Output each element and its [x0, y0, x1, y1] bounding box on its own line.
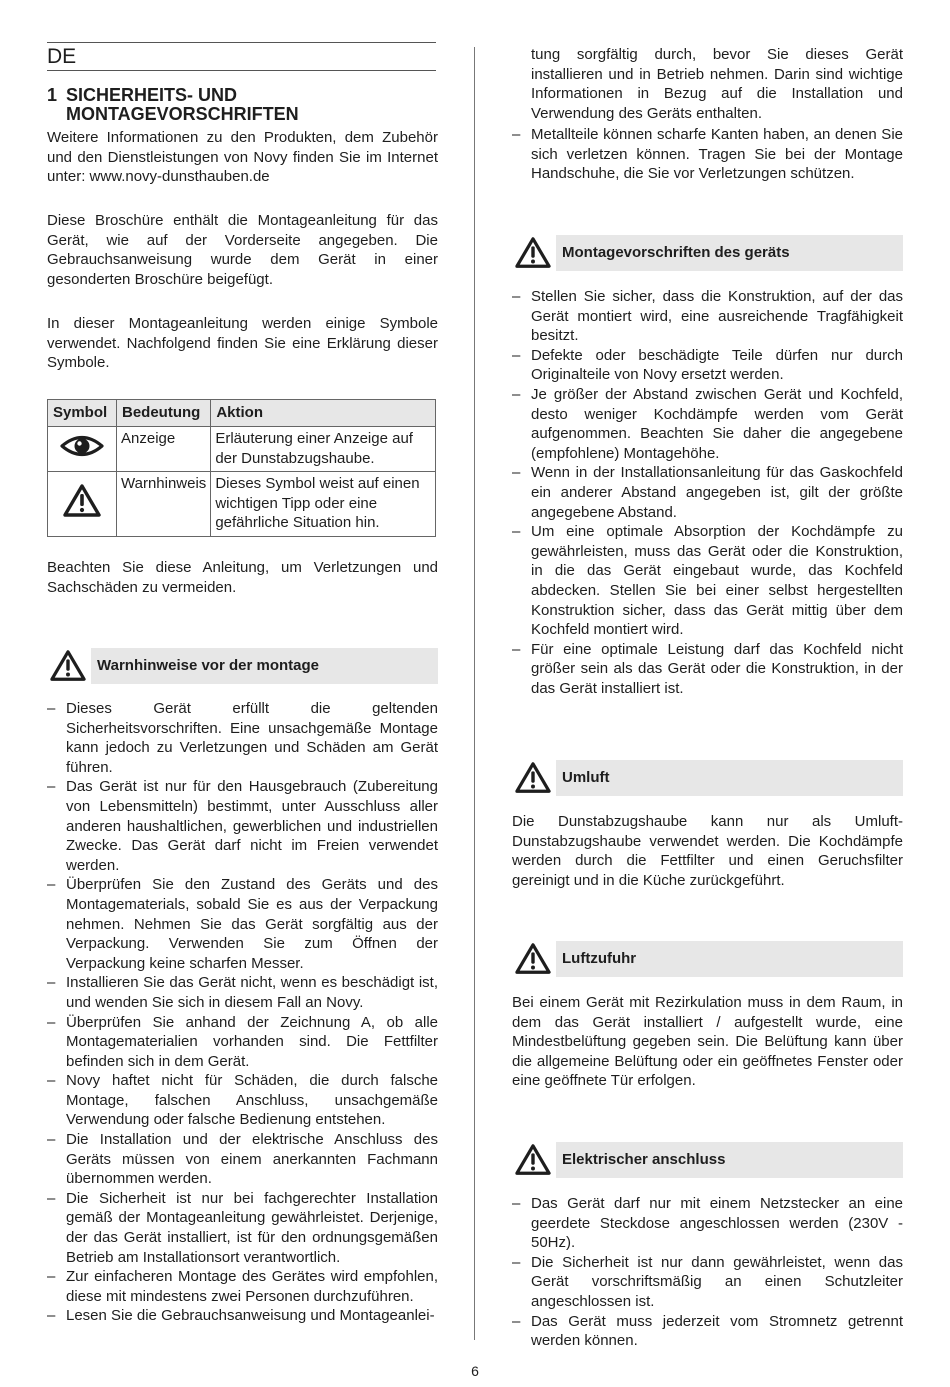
warning-triangle-icon — [62, 483, 102, 519]
table-row — [48, 427, 436, 472]
warning-bar-mounting-rules — [512, 235, 903, 271]
brochure-paragraph: Diese Broschüre enthält die Montageanleitung für das Gerät, wie auf der Vorderseite angegeben. Die Gebrauchsanweisung wurde dem Gerät in einer gesonderten Broschüre beigefügt. — [47, 212, 438, 288]
section-number: 1 — [47, 85, 58, 105]
list-item: – Das Gerät muss jederzeit vom Stromnetz getrennt werden können. — [512, 1312, 903, 1351]
list-item: – Das Gerät darf nur mit einem Netzstecker an eine geerdete Steckdose angeschlossen werden (230V - 50Hz). — [512, 1194, 903, 1253]
pre-installation-warning-list — [47, 699, 438, 1326]
air-supply-paragraph: Bei einem Gerät mit Rezirkulation muss in dem Raum, in dem das Gerät installiert / aufgestellt wurde, eine Mindestbelüftung gegeben sein. Die Belüftung kann über die allgemeine Belüftung oder ein geöffnetes Fenster oder eine geöffnete Tür erfolgen. — [512, 994, 903, 1090]
section-title-line-2: MONTAGEVORSCHRIFTEN — [66, 104, 299, 124]
list-item: – Die Sicherheit ist nur dann gewährleistet, wenn das Gerät vorschriftsmäßig an einen Schutzleiter angeschlossen ist. — [512, 1253, 903, 1312]
warning-bar-title: Warnhinweise vor der montage — [97, 657, 319, 674]
warning-triangle-icon — [514, 1143, 552, 1177]
warning-bar-recirculation — [512, 760, 903, 796]
warning-bar-air-supply — [512, 941, 903, 977]
mounting-rules-list — [512, 287, 903, 698]
warning-bar-pre-installation — [47, 648, 438, 684]
header-meaning: Bedeutung — [117, 400, 211, 427]
section-title-line-1: SICHERHEITS- UND — [66, 85, 238, 105]
warning-triangle-icon — [514, 942, 552, 976]
header-action: Aktion — [211, 400, 436, 427]
list-item: – Installieren Sie das Gerät nicht, wenn es beschädigt ist, und wenden Sie sich in diesem Fall an Novy. — [47, 973, 438, 1012]
symbol-table — [47, 399, 436, 537]
language-rule-top — [47, 42, 436, 43]
warning-bar-electrical — [512, 1142, 903, 1178]
warning-bar-title: Montagevorschriften des geräts — [562, 244, 790, 261]
warning-bar-title: Luftzufuhr — [562, 950, 637, 967]
symbol-cell — [48, 472, 117, 537]
list-item: – Novy haftet nicht für Schäden, die durch falsche Montage, falschen Anschluss, unsachgemäße Verwendung oder falsche Bedienung entstehen. — [47, 1071, 438, 1130]
recirculation-paragraph: Die Dunstabzugshaube kann nur als Umluft-Dunstabzugshaube verwendet werden. Die Kochdämpfe werden durch die Fettfilter und einen Geruchsfilter gereinigt und in die Küche zurückgeführt. — [512, 813, 903, 889]
warning-triangle-icon — [514, 236, 552, 270]
list-item: – Wenn in der Installationsanleitung für das Gaskochfeld ein anderer Abstand angegeben ist, gilt der größte angegebene Abstand. — [512, 463, 903, 522]
meaning-cell: Warnhinweis — [117, 472, 211, 537]
metal-parts-list — [512, 125, 903, 184]
follow-instructions-paragraph: Beachten Sie diese Anleitung, um Verletzungen und Sachschäden zu vermeiden. — [47, 559, 438, 596]
table-row — [48, 472, 436, 537]
list-item: – Für eine optimale Leistung darf das Kochfeld nicht größer sein als das Gerät oder die Konstruktion, in der das Gerät installiert ist. — [512, 640, 903, 699]
meaning-cell: Anzeige — [117, 427, 211, 472]
eye-icon — [59, 431, 105, 461]
list-item: – Stellen Sie sicher, dass die Konstruktion, auf der das Gerät montiert wird, eine ausreichende Tragfähigkeit besitzt. — [512, 287, 903, 346]
action-cell: Erläuterung einer Anzeige auf der Dunstabzugshaube. — [211, 427, 436, 472]
warning-triangle-icon — [49, 649, 87, 683]
column-divider — [474, 47, 475, 1340]
language-rule-bottom — [47, 70, 436, 71]
page-number: 6 — [471, 1363, 479, 1379]
language-code: DE — [47, 45, 77, 68]
list-item: tung sorgfältig durch, bevor Sie dieses Gerät installieren und in Betrieb nehmen. Darin sind wichtige Informationen in Bezug auf die Installation und Verwendung des Geräts enthalten. — [531, 46, 903, 122]
list-item: – Zur einfacheren Montage des Gerätes wird empfohlen, diese mit mindestens zwei Personen durchzuführen. — [47, 1267, 438, 1306]
list-item: – Das Gerät ist nur für den Hausgebrauch (Zubereitung von Lebensmitteln) bestimmt, unter Ausschluss aller anderen haushaltlichen, gewerblichen und industriellen Zwecke. Das Gerät darf nicht im Freien verwendet werden. — [47, 777, 438, 875]
electrical-list — [512, 1194, 903, 1351]
list-item: – Überprüfen Sie den Zustand des Geräts und des Montagematerials, sobald Sie es aus der Verpackung nehmen. Nehmen Sie das Gerät sorgfältig aus der Verpackung. Verwenden Sie zum Öffnen der Verpackung keine scharfen Messer. — [47, 875, 438, 973]
list-item: – Die Installation und der elektrische Anschluss des Geräts müssen von einem anerkannten Fachmann übernommen werden. — [47, 1130, 438, 1189]
list-item: – Dieses Gerät erfüllt die geltenden Sicherheitsvorschriften. Eine unsachgemäße Montage kann jedoch zu Verletzungen und Schäden am Gerät führen. — [47, 699, 438, 777]
list-item: – Je größer der Abstand zwischen Gerät und Kochfeld, desto weniger Kochdämpfe werden vom Gerät aufgenommen. Beachten Sie daher die angegebene (empfohlene) Montagehöhe. — [512, 385, 903, 463]
warning-bar-title: Umluft — [562, 769, 610, 786]
symbol-cell — [48, 427, 117, 472]
list-item: – Überprüfen Sie anhand der Zeichnung A, ob alle Montagematerialien vorhanden sind. Die Fettfilter befinden sich in dem Gerät. — [47, 1013, 438, 1072]
symbol-table-header — [48, 400, 436, 427]
symbols-intro-paragraph: In dieser Montageanleitung werden einige Symbole verwendet. Nachfolgend finden Sie eine Erklärung dieser Symbole. — [47, 315, 438, 372]
list-item: – Metallteile können scharfe Kanten haben, an denen Sie sich verletzen können. Tragen Sie bei der Montage Handschuhe, die Sie vor Verletzungen schützen. — [512, 125, 903, 184]
list-item: – Defekte oder beschädigte Teile dürfen nur durch Originalteile von Novy ersetzt werden. — [512, 346, 903, 385]
section-heading — [47, 86, 438, 124]
action-cell: Dieses Symbol weist auf einen wichtigen Tipp oder eine gefährliche Situation hin. — [211, 472, 436, 537]
continued-list — [512, 45, 903, 123]
intro-paragraph: Weitere Informationen zu den Produkten, dem Zubehör und den Dienstleistungen von Novy finden Sie im Internet unter: www.novy-dunsthauben.de — [47, 129, 438, 186]
list-item: – Die Sicherheit ist nur bei fachgerechter Installation gemäß der Montageanleitung gewährleistet. Derjenige, der das Gerät installiert, ist für den ordnungsgemäßen Betrieb am Installationsort verantwortlich. — [47, 1189, 438, 1267]
warning-bar-title: Elektrischer anschluss — [562, 1151, 726, 1168]
list-item: – Um eine optimale Absorption der Kochdämpfe zu gewährleisten, muss das Gerät oder die Konstruktion, in die das Gerät eingebaut wurde, das Kochfeld abdecken. Stellen Sie bei einer selbst hergestellten Konstruktion sicher, dass das Gerät mittig über dem Kochfeld montiert wird. — [512, 522, 903, 640]
warning-triangle-icon — [514, 761, 552, 795]
header-symbol: Symbol — [48, 400, 117, 427]
list-item: – Lesen Sie die Gebrauchsanweisung und Montageanlei- — [47, 1306, 438, 1326]
